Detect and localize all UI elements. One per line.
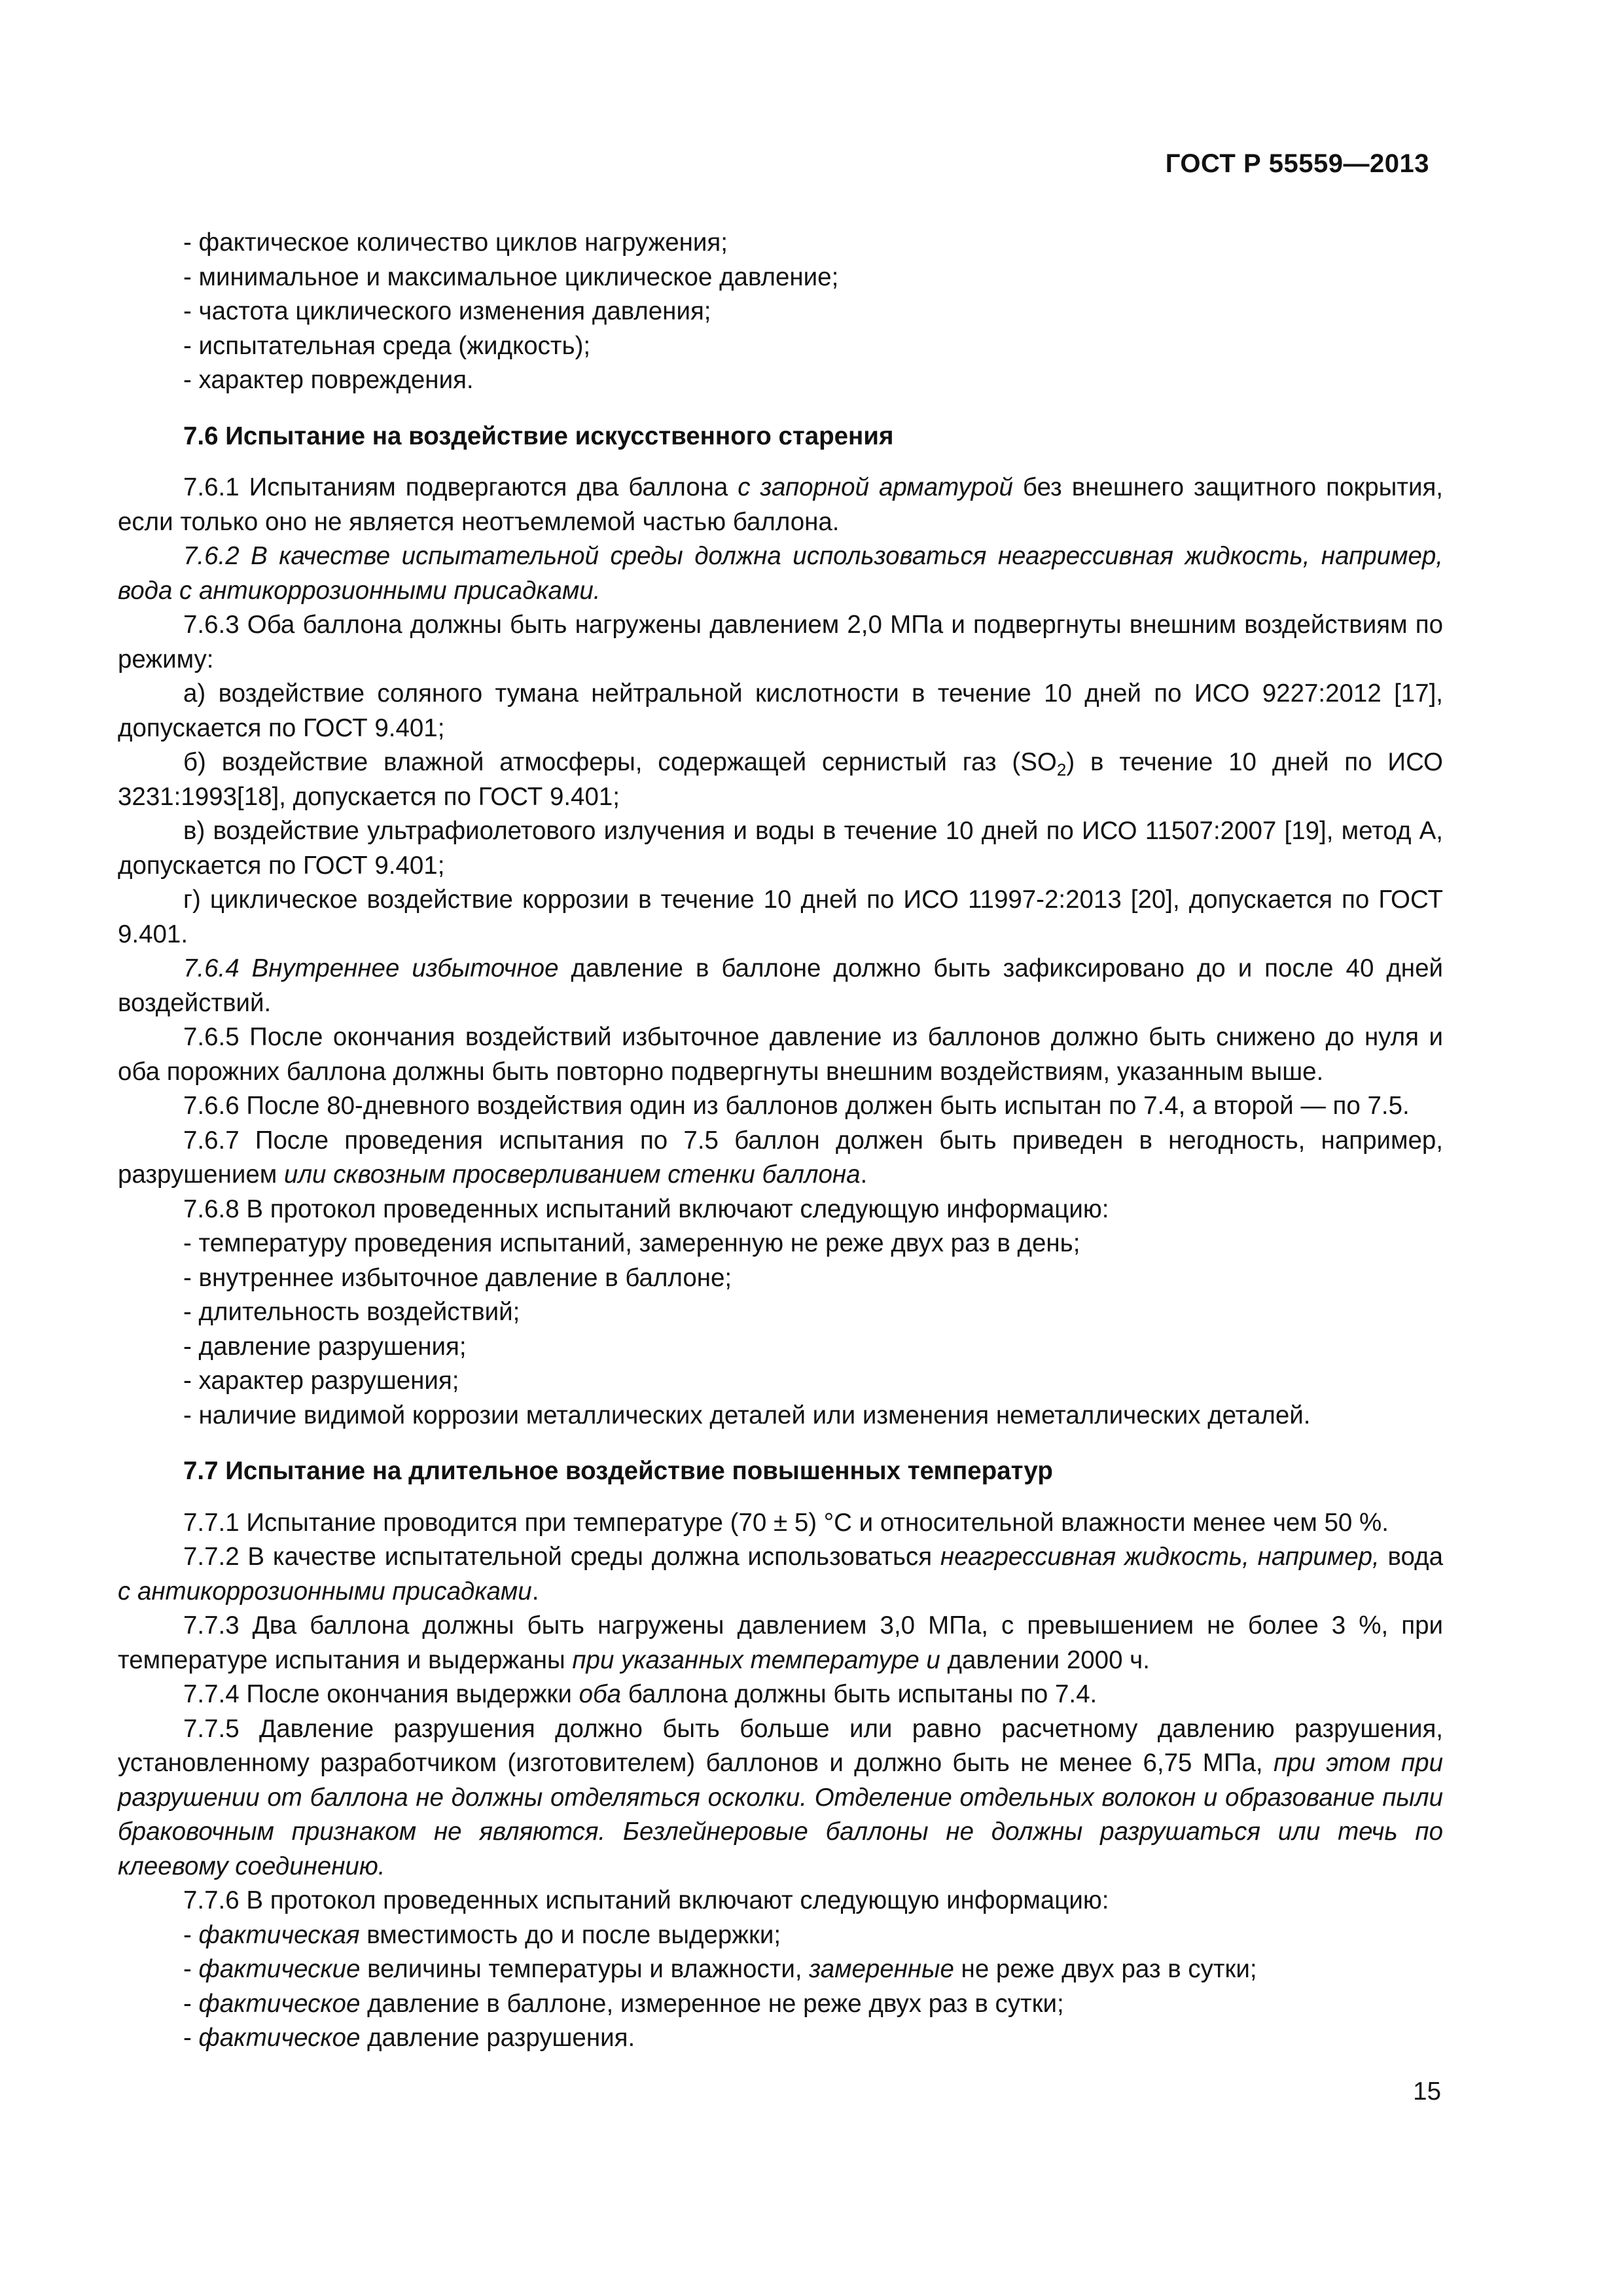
- paragraph-item-v: в) воздействие ультрафиолетового излучения и воды в течение 10 дней по ИСО 11507:2007 [19], метод А, допускается по ГОСТ 9.401;: [118, 817, 1443, 880]
- paragraph-item-a: а) воздействие соляного тумана нейтральной кислотности в течение 10 дней по ИСО 9227:2012 [17], допускается по ГОСТ 9.401;: [118, 679, 1443, 742]
- protocol-list-7-6: [118, 1227, 1443, 1433]
- list-item: - давление разрушения;: [183, 1332, 467, 1361]
- list-continued: [118, 226, 1443, 398]
- list-item: - фактическая вместимость до и после выдержки;: [183, 1920, 781, 1949]
- paragraph-7-6-3: 7.6.3 Оба баллона должны быть нагружены давлением 2,0 МПа и подвергнуты внешним воздействиям по режиму:: [118, 611, 1443, 673]
- paragraph-7-7-2: 7.7.2 В качестве испытательной среды должна использоваться неагрессивная жидкость, например, вода с антикоррозионными присадками.: [118, 1543, 1443, 1605]
- paragraph-7-6-8: 7.6.8 В протокол проведенных испытаний включают следующую информацию:: [183, 1194, 1109, 1223]
- document-body: [118, 226, 1443, 2056]
- list-item: - температуру проведения испытаний, замеренную не реже двух раз в день;: [183, 1229, 1080, 1257]
- paragraph-7-7-6: 7.7.6 В протокол проведенных испытаний включают следующую информацию:: [183, 1886, 1109, 1914]
- paragraph-item-b: б) воздействие влажной атмосферы, содержащей сернистый газ $(SO_2)$ в течение 10 дней по ИСО 3231:1993[18], допускается по ГОСТ 9.401;: [118, 748, 1443, 811]
- list-item: - характер повреждения.: [183, 366, 474, 394]
- paragraph-7-6-1: 7.6.1 Испытаниям подвергаются два баллона с запорной арматурой без внешнего защитного покрытия, если только оно не является неотъемлемой частью баллона.: [118, 473, 1443, 536]
- paragraph-7-7-5: 7.7.5 Давление разрушения должно быть больше или равно расчетному давлению разрушения, установленному разработчиком (изготовителем) баллонов и должно быть не менее 6,75 МПа, при этом при разрушении от баллона не должны отделяться осколки. Отделение отдельных волокон и образование пыли браковочным признаком не являются. Безлейнеровые баллоны не должны разрушаться или течь по клеевому соединению.: [118, 1714, 1443, 1880]
- list-item: - фактические величины температуры и влажности, замеренные не реже двух раз в сутки;: [183, 1955, 1257, 1983]
- protocol-list-7-7: [118, 1918, 1443, 2056]
- list-item: - характер разрушения;: [183, 1367, 459, 1395]
- paragraph-7-6-6: 7.6.6 После 80-дневного воздействия один из баллонов должен быть испытан по 7.4, а второй — по 7.5.: [183, 1092, 1410, 1120]
- page-number: 15: [1413, 2077, 1441, 2106]
- list-item: - внутреннее избыточное давление в баллоне;: [183, 1263, 732, 1292]
- list-item: - наличие видимой коррозии металлических деталей или изменения неметаллических деталей.: [183, 1401, 1311, 1429]
- list-item: - минимальное и максимальное циклическое давление;: [183, 262, 839, 291]
- list-item: - фактическое давление разрушения.: [183, 2024, 635, 2052]
- paragraph-7-6-4: 7.6.4 Внутреннее избыточное давление в баллоне должно быть зафиксировано до и после 40 дней воздействий.: [118, 954, 1443, 1017]
- paragraph-item-g: г) циклическое воздействие коррозии в течение 10 дней по ИСО 11997-2:2013 [20], допускается по ГОСТ 9.401.: [118, 886, 1443, 948]
- paragraph-7-7-1: 7.7.1 Испытание проводится при температуре (70 ± 5) °С и относительной влажности менее чем 50 %.: [183, 1508, 1389, 1537]
- list-item: - частота циклического изменения давления;: [183, 297, 711, 325]
- list-item: - фактическое давление в баллоне, измеренное не реже двух раз в сутки;: [183, 1989, 1064, 2018]
- list-item: - фактическое количество циклов нагружения;: [183, 228, 728, 257]
- section-heading-7-6: 7.6 Испытание на воздействие искусственного старения: [183, 422, 894, 450]
- paragraph-7-7-3: 7.7.3 Два баллона должны быть нагружены давлением 3,0 МПа, с превышением не более 3 %, при температуре испытания и выдержаны при указанных температуре и давлении 2000 ч.: [118, 1611, 1443, 1674]
- section-heading-7-7: 7.7 Испытание на длительное воздействие повышенных температур: [183, 1457, 1053, 1485]
- paragraph-7-6-7: 7.6.7 После проведения испытания по 7.5 баллон должен быть приведен в негодность, например, разрушением или сквозным просверливанием стенки баллона.: [118, 1126, 1443, 1189]
- paragraph-7-6-2: 7.6.2 В качестве испытательной среды должна использоваться неагрессивная жидкость, например, вода с антикоррозионными присадками.: [118, 542, 1443, 605]
- paragraph-7-7-4: 7.7.4 После окончания выдержки оба баллона должны быть испытаны по 7.4.: [183, 1680, 1097, 1708]
- paragraph-7-6-5: 7.6.5 После окончания воздействий избыточное давление из баллонов должно быть снижено до нуля и оба порожних баллона должны быть повторно подвергнуты внешним воздействиям, указанным выше.: [118, 1023, 1443, 1086]
- document-header: ГОСТ Р 55559—2013: [1165, 149, 1429, 178]
- list-item: - длительность воздействий;: [183, 1298, 520, 1326]
- list-item: - испытательная среда (жидкость);: [183, 331, 591, 360]
